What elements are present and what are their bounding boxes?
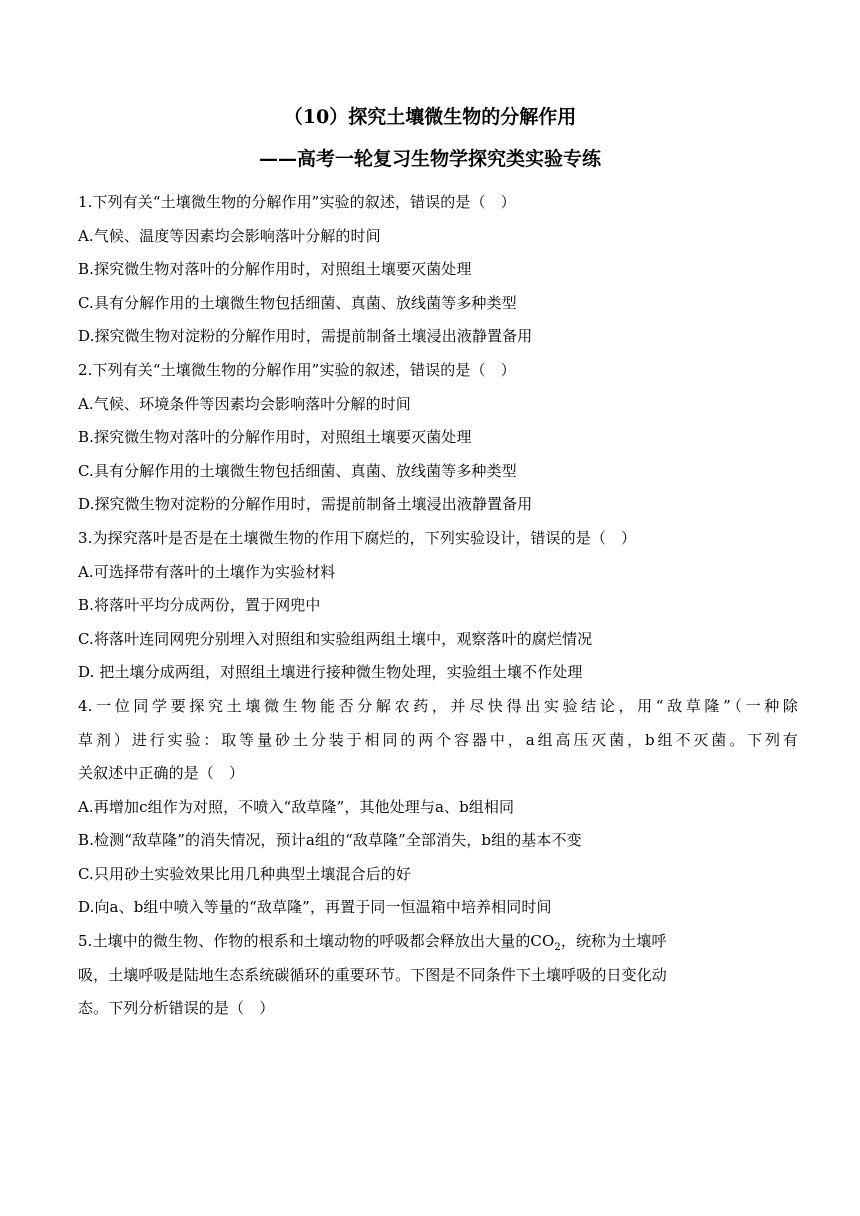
question-stem: 3.为探究落叶是否是在土壤微生物的作用下腐烂的，下列实验设计，错误的是（ ） bbox=[78, 528, 637, 547]
stem-text: 5.土壤中的微生物、作物的根系和土壤动物的呼吸都会释放出大量的CO bbox=[78, 932, 555, 951]
option-c: C.将落叶连同网兜分别埋入对照组和实验组两组土壤中，观察落叶的腐烂情况 bbox=[78, 629, 593, 648]
option-d: D.向a、b组中喷入等量的“敌草隆”，再置于同一恒温箱中培养相同时间 bbox=[78, 898, 552, 917]
stem-text: ，统称为土壤呼 bbox=[560, 932, 667, 951]
question-stem: 2.下列有关“土壤微生物的分解作用”实验的叙述，错误的是（ ） bbox=[78, 360, 516, 379]
page-title: （10）探究土壤微生物的分解作用 bbox=[283, 106, 577, 128]
option-c: C.具有分解作用的土壤微生物包括细菌、真菌、放线菌等多种类型 bbox=[78, 461, 517, 480]
question-2 bbox=[78, 354, 798, 522]
question-stem-line-2: 吸，土壤呼吸是陆地生态系统碳循环的重要环节。下图是不同条件下土壤呼吸的日变化动 bbox=[78, 965, 667, 984]
page-subtitle: ——高考一轮复习生物学探究类实验专练 bbox=[258, 148, 601, 170]
option-b: B.探究微生物对落叶的分解作用时，对照组土壤要灭菌处理 bbox=[78, 260, 472, 279]
option-d: D.探究微生物对淀粉的分解作用时，需提前制备土壤浸出液静置备用 bbox=[78, 327, 533, 346]
option-d: D. 把土壤分成两组，对照组土壤进行接种微生物处理，实验组土壤不作处理 bbox=[78, 663, 583, 682]
question-stem-line-1 bbox=[78, 925, 798, 959]
subscript-2: 2 bbox=[554, 942, 561, 954]
question-stem-line-1: 4.一位同学要探究土壤微生物能否分解农药，并尽快得出实验结论，用“敌草隆”（一种除 bbox=[78, 696, 798, 715]
question-1 bbox=[78, 186, 798, 354]
question-stem: 1.下列有关“土壤微生物的分解作用”实验的叙述，错误的是（ ） bbox=[78, 193, 516, 211]
option-c: C.具有分解作用的土壤微生物包括细菌、真菌、放线菌等多种类型 bbox=[78, 293, 517, 312]
option-a: A.气候、环境条件等因素均会影响落叶分解的时间 bbox=[78, 394, 411, 413]
option-b: B.将落叶平均分成两份，置于网兜中 bbox=[78, 596, 321, 615]
option-c: C.只用砂土实验效果比用几种典型土壤混合后的好 bbox=[78, 864, 412, 883]
option-b: B.探究微生物对落叶的分解作用时，对照组土壤要灭菌处理 bbox=[78, 428, 472, 447]
question-5 bbox=[78, 925, 798, 1026]
question-stem-line-3: 关叙述中正确的是（ ） bbox=[78, 764, 245, 783]
option-d: D.探究微生物对淀粉的分解作用时，需提前制备土壤浸出液静置备用 bbox=[78, 495, 533, 514]
question-stem-line-3: 态。下列分析错误的是（ ） bbox=[78, 999, 275, 1018]
question-list bbox=[78, 186, 798, 1026]
option-a: A.气候、温度等因素均会影响落叶分解的时间 bbox=[78, 226, 381, 245]
option-a: A.再增加c组作为对照，不喷入“敌草隆”，其他处理与a、b组相同 bbox=[78, 797, 515, 816]
question-4 bbox=[78, 690, 798, 925]
question-3 bbox=[78, 522, 798, 690]
option-a: A.可选择带有落叶的土壤作为实验材料 bbox=[78, 562, 336, 581]
question-stem-line-2: 草剂）进行实验：取等量砂土分装于相同的两个容器中，a组高压灭菌，b组不灭菌。下列有 bbox=[78, 730, 798, 749]
option-b: B.检测“敌草隆”的消失情况，预计a组的“敌草隆”全部消失，b组的基本不变 bbox=[78, 831, 582, 850]
